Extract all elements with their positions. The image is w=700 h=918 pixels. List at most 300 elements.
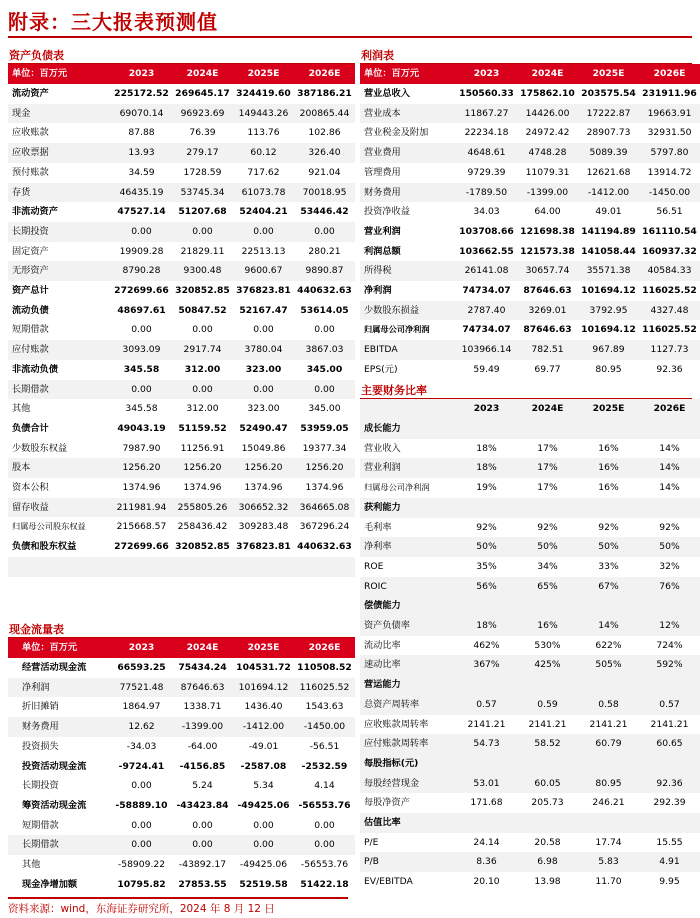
table-row [360, 518, 700, 538]
table-row [360, 458, 700, 478]
row-value: 24972.42 [525, 127, 570, 139]
table-row [360, 360, 700, 380]
table-row [360, 872, 700, 892]
row-value: 32% [659, 560, 680, 572]
row-label: 财务费用 [8, 717, 111, 737]
row-value: 0.00 [172, 222, 233, 242]
row-value: 2141.21 [528, 718, 567, 730]
row-value: 5089.39 [578, 143, 639, 163]
row-value: 60.65 [639, 734, 700, 754]
table-row [8, 183, 355, 203]
row-value: 440632.63 [297, 285, 352, 297]
row-value: 309283.48 [238, 521, 289, 533]
row-value: 2141.21 [589, 718, 628, 730]
row-value: 92.36 [639, 774, 700, 794]
row-value: 56.51 [656, 206, 683, 218]
row-label: 非流动负债 [12, 363, 58, 375]
row-value: 279.17 [172, 143, 233, 163]
income-statement-table [360, 64, 700, 380]
row-value: 0.57 [456, 695, 517, 715]
row-value: 87646.63 [172, 678, 233, 698]
row-value: 20.58 [534, 836, 561, 848]
balance-sheet-title: 资产负债表 [8, 48, 355, 64]
row-value: 272699.66 [114, 285, 169, 297]
table-row [360, 143, 700, 163]
row-label: 预付账款 [12, 166, 49, 178]
row-value: 19% [476, 482, 497, 494]
row-value: 1256.20 [294, 458, 355, 478]
row-value: 70018.95 [294, 183, 355, 203]
row-value: 345.58 [123, 363, 160, 375]
table-row [8, 658, 355, 678]
table-row [8, 281, 355, 301]
table-row [8, 320, 355, 340]
table-row [360, 774, 700, 794]
row-value: 50847.52 [178, 304, 227, 316]
row-value: 622% [595, 639, 622, 651]
row-value: 27853.55 [178, 878, 227, 890]
row-value: 51159.52 [178, 422, 227, 434]
row-value: 103966.14 [456, 340, 517, 360]
row-value: 203575.54 [581, 88, 636, 99]
row-value: 2917.74 [172, 340, 233, 360]
row-value: 51207.68 [178, 206, 227, 218]
row-value: 5797.80 [639, 143, 700, 163]
row-value: 8.36 [456, 852, 517, 872]
row-value: 14% [659, 482, 680, 494]
row-value: 49043.19 [117, 422, 166, 434]
row-value: 76.39 [189, 127, 216, 139]
row-value: 150560.33 [459, 88, 514, 99]
row-value: 367% [456, 655, 517, 675]
table-row [8, 737, 355, 757]
row-label: 应收票据 [8, 143, 111, 163]
row-value: 1728.59 [183, 166, 222, 178]
page-title: 附录：三大报表预测值 [8, 10, 218, 34]
header-unit: 单位：百万元 [360, 64, 456, 84]
ratios-header [360, 399, 700, 419]
row-value: -1412.00 [233, 717, 294, 737]
row-value: 6.98 [517, 852, 578, 872]
row-value: 269645.17 [175, 88, 230, 99]
row-value [578, 675, 639, 695]
row-label: 现金 [8, 104, 111, 124]
row-label: 资本公积 [12, 482, 49, 494]
table-row [360, 439, 700, 459]
row-value: 66593.25 [117, 662, 166, 673]
income-statement-header [360, 64, 700, 84]
row-value: 16% [598, 482, 619, 494]
row-value: 231911.96 [642, 88, 697, 99]
row-value: 110508.52 [297, 662, 352, 673]
row-value: 46435.19 [111, 183, 172, 203]
row-value: 246.21 [592, 797, 625, 809]
table-row [8, 340, 355, 360]
table-row [360, 84, 700, 104]
row-label: 净利率 [360, 537, 456, 557]
row-value: -34.03 [126, 740, 157, 752]
row-value: 2787.40 [456, 301, 517, 321]
row-label: 其他 [22, 859, 41, 871]
row-value: 0.00 [192, 324, 213, 336]
row-label: 营业利润 [360, 458, 456, 478]
row-label: 投资净收益 [364, 206, 410, 218]
row-value: 4648.61 [456, 143, 517, 163]
row-label: 归属母公司净利润 [364, 482, 430, 493]
row-value: 16% [578, 458, 639, 478]
row-value: 1374.96 [305, 482, 344, 494]
header-year: 2024E [172, 638, 233, 658]
row-value: 87.88 [128, 127, 155, 139]
header-year: 2026E [639, 399, 700, 419]
row-value: 280.21 [308, 245, 341, 257]
row-label: 营业成本 [360, 104, 456, 124]
row-value: 326.40 [294, 143, 355, 163]
table-row [8, 458, 355, 478]
row-value: 724% [656, 639, 683, 651]
row-value: 16% [598, 442, 619, 454]
row-value: 101694.12 [233, 678, 294, 698]
row-value: 7987.90 [122, 442, 161, 454]
row-value [578, 419, 639, 439]
row-value: 101694.12 [581, 324, 636, 336]
cash-flow-header [8, 638, 355, 658]
row-label: 短期借款 [22, 819, 59, 831]
table-row [8, 498, 355, 518]
category-row [360, 419, 700, 439]
row-value: 11256.91 [180, 442, 225, 454]
row-value: 1543.63 [305, 701, 344, 713]
row-value: 53959.05 [300, 422, 349, 434]
row-value: 160937.32 [642, 245, 697, 257]
row-value: 16% [517, 616, 578, 636]
row-label: 获利能力 [360, 498, 456, 518]
header-label [360, 399, 456, 419]
row-value: 1864.97 [122, 701, 161, 713]
table-row [8, 202, 355, 222]
row-value: -1789.50 [456, 183, 517, 203]
row-value: 14426.00 [517, 104, 578, 124]
table-row [360, 695, 700, 715]
row-value: 61073.78 [233, 183, 294, 203]
row-label: 归属母公司股东权益 [12, 521, 86, 532]
row-label: 应收账款 [12, 127, 49, 139]
row-value: -49.01 [248, 740, 279, 752]
row-value: 34.59 [128, 166, 155, 178]
row-value [578, 813, 639, 833]
row-value: 323.00 [245, 363, 282, 375]
balance-sheet-header [8, 64, 355, 84]
row-value: 3780.04 [233, 340, 294, 360]
row-value: 8790.28 [111, 261, 172, 281]
table-row [360, 340, 700, 360]
row-label: 负债和股东权益 [12, 541, 77, 553]
row-label: 固定资产 [12, 245, 49, 257]
row-value: 14% [659, 442, 680, 454]
row-label: 利润总额 [364, 245, 401, 257]
table-row [8, 855, 355, 875]
row-value: 345.58 [125, 403, 158, 415]
row-label: 留存收益 [8, 498, 111, 518]
row-label: EV/EBITDA [364, 876, 413, 888]
row-value: 116025.52 [642, 285, 697, 297]
row-label: 成长能力 [360, 419, 456, 439]
row-value: 0.00 [172, 380, 233, 400]
row-value [517, 596, 578, 616]
header-year: 2025E [578, 399, 639, 419]
row-value: -58909.22 [117, 859, 166, 871]
row-value: -43892.17 [178, 859, 227, 871]
table-row [8, 835, 355, 855]
row-value: 0.00 [253, 819, 274, 831]
row-value [517, 675, 578, 695]
row-value: 0.00 [131, 819, 152, 831]
row-label: P/E [364, 836, 379, 848]
row-value: 9300.48 [172, 261, 233, 281]
row-label: 非流动资产 [12, 206, 58, 218]
row-value: 59.49 [473, 363, 500, 375]
row-value: 24.14 [473, 836, 500, 848]
category-row [360, 754, 700, 774]
row-value: 67% [578, 577, 639, 597]
table-row [360, 734, 700, 754]
row-value: 141058.44 [581, 245, 636, 257]
table-row [8, 678, 355, 698]
row-value: 205.73 [531, 797, 564, 809]
ratios-title: 主要财务比率 [360, 383, 692, 399]
row-value: 19663.91 [639, 104, 700, 124]
row-value: 11867.27 [456, 104, 517, 124]
row-value: 22513.13 [241, 245, 286, 257]
row-value: 92.36 [656, 363, 683, 375]
row-value: -1399.00 [517, 183, 578, 203]
row-label: 长期投资 [8, 222, 111, 242]
row-value: 17% [517, 458, 578, 478]
table-row [360, 202, 700, 222]
row-value: 15.55 [656, 836, 683, 848]
header-unit: 单位：百万元 [8, 638, 111, 658]
table-row [8, 439, 355, 459]
row-value: 0.00 [233, 835, 294, 855]
row-value: 35571.38 [578, 261, 639, 281]
row-value: 0.59 [517, 695, 578, 715]
title-divider [8, 36, 692, 38]
row-value: 19909.28 [119, 245, 164, 257]
row-value: 20.10 [473, 876, 500, 888]
row-value: 320852.85 [175, 285, 230, 297]
row-value: 345.00 [306, 363, 343, 375]
row-value: 92% [537, 521, 558, 533]
row-value: 22234.18 [464, 127, 509, 139]
row-label: EPS(元) [364, 363, 398, 375]
table-row [8, 697, 355, 717]
row-value: 102.86 [308, 127, 341, 139]
row-label: 营业收入 [364, 442, 401, 454]
row-value: -1450.00 [639, 183, 700, 203]
row-value: 1256.20 [233, 458, 294, 478]
row-value: 255805.26 [172, 498, 233, 518]
row-value: -56.51 [309, 740, 340, 752]
row-value [456, 498, 517, 518]
row-label: 筹资活动现金流 [22, 799, 87, 811]
row-value: 50% [639, 537, 700, 557]
header-year: 2023 [111, 638, 172, 658]
table-row [360, 715, 700, 735]
row-value: 21829.11 [180, 245, 225, 257]
row-value: 505% [578, 655, 639, 675]
row-value: 967.89 [578, 340, 639, 360]
row-value: 58.52 [517, 734, 578, 754]
table-row [8, 796, 355, 816]
row-value: 60.12 [233, 143, 294, 163]
table-row [360, 793, 700, 813]
row-value: 376823.81 [236, 541, 291, 553]
row-value: 28907.73 [586, 127, 631, 139]
row-value: 0.00 [131, 324, 152, 336]
table-row [8, 222, 355, 242]
header-year: 2024E [517, 64, 578, 84]
row-value [639, 498, 700, 518]
row-value: 87646.63 [523, 285, 572, 297]
row-value: 1436.40 [244, 701, 283, 713]
row-value: 215668.57 [116, 521, 167, 533]
row-value: 64.00 [534, 206, 561, 218]
row-value: 5.34 [253, 780, 274, 792]
income-statement-title: 利润表 [360, 48, 692, 64]
table-row [360, 577, 700, 597]
row-label: 流动负债 [12, 304, 49, 316]
row-value: 367296.24 [299, 521, 350, 533]
row-label: 少数股东损益 [360, 301, 456, 321]
row-value: 0.00 [131, 780, 152, 792]
row-label: 股本 [8, 458, 111, 478]
row-value: 49.01 [595, 206, 622, 218]
row-value: 53446.42 [300, 206, 349, 218]
row-value: 9890.87 [294, 261, 355, 281]
table-row [8, 123, 355, 143]
table-row [360, 242, 700, 262]
row-value: 50% [517, 537, 578, 557]
balance-sheet-table [8, 64, 355, 557]
row-label: 负债合计 [12, 422, 49, 434]
header-year: 2024E [172, 64, 233, 84]
row-value: 0.00 [294, 222, 355, 242]
row-value: 75434.24 [178, 662, 227, 673]
row-label: 折旧摊销 [22, 701, 59, 713]
row-value: 1338.71 [183, 701, 222, 713]
row-value: 69070.14 [111, 104, 172, 124]
row-value: 103662.55 [459, 245, 514, 257]
row-value: 30657.74 [517, 261, 578, 281]
row-value: 5.83 [578, 852, 639, 872]
header-year: 2026E [639, 64, 700, 84]
table-row [360, 852, 700, 872]
row-value: 175862.10 [520, 88, 575, 99]
row-value: 53.01 [456, 774, 517, 794]
category-row [360, 498, 700, 518]
row-label: 财务费用 [360, 183, 456, 203]
row-value: 1374.96 [122, 482, 161, 494]
row-value: 14% [578, 616, 639, 636]
row-label: 营业利润 [364, 225, 401, 237]
table-row [8, 399, 355, 419]
row-value [639, 813, 700, 833]
row-label: 应收账款周转率 [364, 718, 429, 730]
row-label: 净利润 [364, 285, 392, 297]
row-label: 资产总计 [12, 285, 49, 297]
row-value: 35% [476, 560, 497, 572]
row-value: 292.39 [653, 797, 686, 809]
row-value: 440632.63 [297, 541, 352, 553]
table-row [8, 261, 355, 281]
row-value [578, 754, 639, 774]
row-value: 0.00 [111, 222, 172, 242]
row-value: 592% [639, 655, 700, 675]
table-row [8, 104, 355, 124]
row-value: 462% [473, 639, 500, 651]
row-value: 782.51 [517, 340, 578, 360]
row-value: 116025.52 [294, 678, 355, 698]
row-label: 归属母公司净利润 [364, 324, 430, 335]
table-row [360, 104, 700, 124]
row-value: 0.00 [233, 380, 294, 400]
row-value: 76% [639, 577, 700, 597]
row-value: 12621.68 [586, 166, 631, 178]
row-value: 104531.72 [236, 662, 291, 673]
blank-row [8, 557, 355, 577]
row-value: 12.62 [111, 717, 172, 737]
row-value: 13914.72 [647, 166, 692, 178]
row-value [578, 498, 639, 518]
row-value: 1374.96 [244, 482, 283, 494]
row-value: 17% [537, 482, 558, 494]
row-label: 管理费用 [364, 166, 401, 178]
row-value: 11079.31 [525, 166, 570, 178]
table-row [8, 380, 355, 400]
row-value: 4327.48 [639, 301, 700, 321]
source-divider [8, 897, 348, 899]
row-value: 0.00 [111, 380, 172, 400]
row-value: 18% [476, 442, 497, 454]
row-value: 56% [456, 577, 517, 597]
row-value: 47527.14 [117, 206, 166, 218]
row-value: 113.76 [247, 127, 280, 139]
row-value: 0.00 [233, 222, 294, 242]
row-value: -58889.10 [115, 799, 168, 811]
table-row [360, 222, 700, 242]
row-label: 营业税金及附加 [364, 127, 429, 139]
cash-flow-table [8, 638, 355, 894]
header-year: 2026E [294, 638, 355, 658]
row-value: 80.95 [595, 363, 622, 375]
row-value: 11.70 [595, 876, 622, 888]
row-value: 1256.20 [111, 458, 172, 478]
row-value: 0.00 [172, 835, 233, 855]
row-value: -1399.00 [172, 717, 233, 737]
balance-sheet-panel [8, 48, 355, 577]
table-row [8, 816, 355, 836]
row-value: 320852.85 [175, 541, 230, 553]
row-value: 345.00 [308, 403, 341, 415]
table-row [8, 757, 355, 777]
row-label: 毛利率 [364, 521, 392, 533]
row-value: 101694.12 [581, 285, 636, 297]
row-value: 34.03 [473, 206, 500, 218]
table-row [360, 301, 700, 321]
income-statement-panel [360, 48, 697, 380]
header-year: 2023 [111, 64, 172, 84]
row-label: 短期借款 [12, 324, 49, 336]
